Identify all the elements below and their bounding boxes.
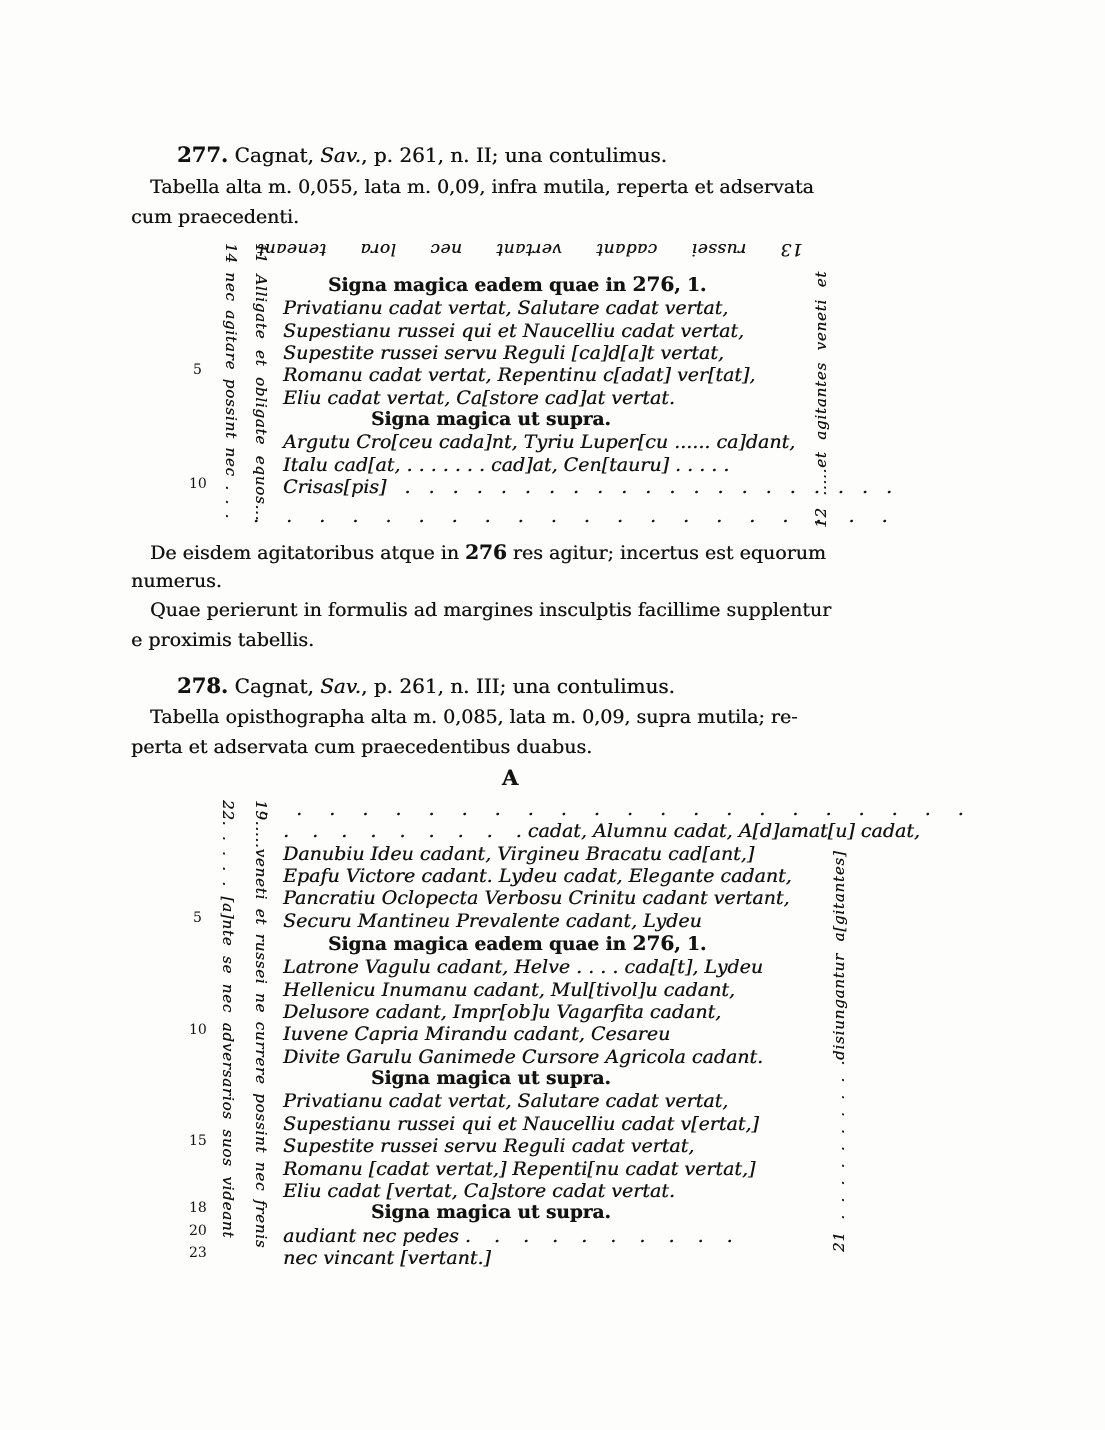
entry-277-number: 277. xyxy=(177,142,229,167)
inscription-line: Privatianu cadat vertat, Salutare cadat vertat, xyxy=(283,1090,729,1113)
inscription-line: Supestite russei servu Reguli [ca]d[a]t vertat, xyxy=(283,342,724,365)
line-number-18: 18 xyxy=(189,1200,207,1216)
lacuna-dots-row: . . . . . . . . . . . . . . . . . . . . xyxy=(253,505,888,528)
entry-278-heading xyxy=(177,673,675,698)
formula-line: Signa magica ut supra. xyxy=(371,1202,611,1224)
lacuna-dots: . . . . . . . . . . . . . . . . . . . . . xyxy=(386,476,893,499)
entry-277-citation-rest: , p. 261, n. II; una contulimus. xyxy=(361,143,667,167)
cross-reference-276: 276 xyxy=(465,540,507,564)
tablet-278-left-margin-line-inner: 19.....veneti et russei ne currere possint nec frenis xyxy=(252,800,270,1249)
inscription-line: Eliu cadat vertat, Ca[store cad]at vertat. xyxy=(283,386,675,409)
inscription-line: Pancratiu Oclopecta Verbosu Crinitu cadant vertant, xyxy=(283,887,790,910)
inscription-line: Epafu Victore cadant. Lydeu cadat, Elegante cadant, xyxy=(283,865,792,888)
lacuna-dots-row: . . . . . . . . . . . . . . . . . . . . . . xyxy=(263,798,964,820)
inscription-line: Hellenicu Inumanu cadant, Mul[tivol]u cadant, xyxy=(283,978,735,1001)
tablet-278-right-margin-line: 21 . . . . . . . . . .disiungantur a[gitantes] xyxy=(830,850,848,1252)
inscription-line: Securu Mantineu Prevalente cadant, Lydeu xyxy=(283,909,702,932)
lacuna-dots: . . . . . . . . . . xyxy=(464,1224,733,1247)
line-number-5: 5 xyxy=(193,910,202,926)
inscription-line: Delusore cadant, Impr[ob]u Vagarfita cadant, xyxy=(283,1001,722,1024)
formula-line: Signa magica eadem quae in 276, 1. xyxy=(328,931,707,956)
cross-reference-276: 276 xyxy=(632,272,675,296)
entry-277-description-line: cum praecedenti. xyxy=(131,206,300,228)
inscription-line: audiant nec pedes . . . . . . . . . . xyxy=(283,1224,733,1247)
inscription-line: Eliu cadat [vertat, Ca]store cadat vertat. xyxy=(283,1179,675,1202)
inscription-line: Danubiu Ideu cadant, Virgineu Bracatu cad[ant,] xyxy=(283,842,755,865)
entry-278-citation-source: Sav. xyxy=(320,674,362,698)
inscription-line: Supestianu russei qui et Naucelliu cadat v[ertat,] xyxy=(283,1112,759,1135)
inscription-line: Crisas[pis] . . . . . . . . . . . . . . . . . . . . . xyxy=(283,476,893,499)
tablet-277-top-margin-line-inverted: 13 russei cadant vertant nec lora teneant xyxy=(257,239,803,259)
commentary-line: De eisdem agitatoribus atque in 276 res agitur; incertus est equorum xyxy=(150,540,826,564)
tablet-278-transcription xyxy=(185,795,964,1269)
inscription-line: Divite Garulu Ganimede Cursore Agricola cadant. xyxy=(283,1045,764,1068)
tablet-278-left-margin-line-outer: 22. . . . . [a]nte se nec adversarios suos videant xyxy=(219,800,237,1239)
inscription-line: nec vincant [vertant.] xyxy=(283,1246,491,1269)
entry-278-description-line: Tabella opisthographa alta m. 0,085, lata m. 0,09, supra mutila; re- xyxy=(150,706,798,728)
line-number-20: 20 xyxy=(189,1223,207,1239)
entry-278-citation-rest: , p. 261, n. III; una contulimus. xyxy=(361,674,675,698)
inscription-line: Romanu [cadat vertat,] Repenti[nu cadat vertat,] xyxy=(283,1157,756,1180)
entry-278-number: 278. xyxy=(177,673,229,698)
entry-278-citation: Cagnat, xyxy=(228,674,321,698)
tablet-277-right-margin-line: 12 .....et agitantes veneti et xyxy=(812,270,830,528)
line-number-10: 10 xyxy=(189,476,207,492)
inscription-line: Italu cad[at, . . . . . . . cad]at, Cen[tauru] . . . . . xyxy=(283,453,730,476)
tablet-277-left-margin-line-inner: 11 Alligate et obligate equos... xyxy=(252,243,270,522)
commentary-line: numerus. xyxy=(131,570,222,592)
inscription-line: Supestianu russei qui et Naucelliu cadat vertat, xyxy=(283,319,744,342)
lacuna-dots: . . . . . . . . . xyxy=(283,820,522,843)
entry-277-heading xyxy=(177,142,667,167)
entry-277-description-line: Tabella alta m. 0,055, lata m. 0,09, infra mutila, reperta et adservata xyxy=(150,176,814,198)
formula-line: Signa magica ut supra. xyxy=(371,409,611,431)
side-a-heading: A xyxy=(501,765,519,790)
inscription-line: Argutu Cro[ceu cada]nt, Tyriu Luper[cu ...... ca]dant, xyxy=(283,431,796,454)
cross-reference-276: 276 xyxy=(632,931,675,956)
line-number-15: 15 xyxy=(189,1133,207,1149)
inscription-line: Iuvene Capria Mirandu cadant, Cesareu xyxy=(283,1023,671,1046)
line-number-23: 23 xyxy=(189,1245,207,1261)
formula-line: Signa magica eadem quae in 276, 1. xyxy=(328,272,707,296)
inscription-line: Romanu cadat vertat, Repentinu c[adat] ver[tat], xyxy=(283,364,756,387)
entry-277-citation-source: Sav. xyxy=(320,143,362,167)
inscription-line: Latrone Vagulu cadant, Helve . . . . cada[t], Lydeu xyxy=(283,956,763,979)
tablet-277-transcription xyxy=(185,235,893,535)
tablet-277-left-margin-line-outer: 14 nec agitare possint nec . . . xyxy=(222,243,240,520)
inscription-line: . . . . . . . . . cadat, Alumnu cadat, A[d]amat[u] cadat, xyxy=(283,820,920,843)
inscription-line: Supestite russei servu Reguli cadat vertat, xyxy=(283,1135,695,1158)
commentary-line: Quae perierunt in formulis ad margines insculptis facillime supplentur xyxy=(150,599,832,621)
line-number-5: 5 xyxy=(193,362,202,378)
entry-277-citation: Cagnat, xyxy=(228,143,321,167)
formula-line: Signa magica ut supra. xyxy=(371,1068,611,1090)
line-number-10: 10 xyxy=(189,1022,207,1038)
commentary-line: e proximis tabellis. xyxy=(131,629,315,651)
entry-278-description-line: perta et adservata cum praecedentibus duabus. xyxy=(131,736,593,758)
inscription-line: Privatianu cadat vertat, Salutare cadat vertat, xyxy=(283,297,729,320)
